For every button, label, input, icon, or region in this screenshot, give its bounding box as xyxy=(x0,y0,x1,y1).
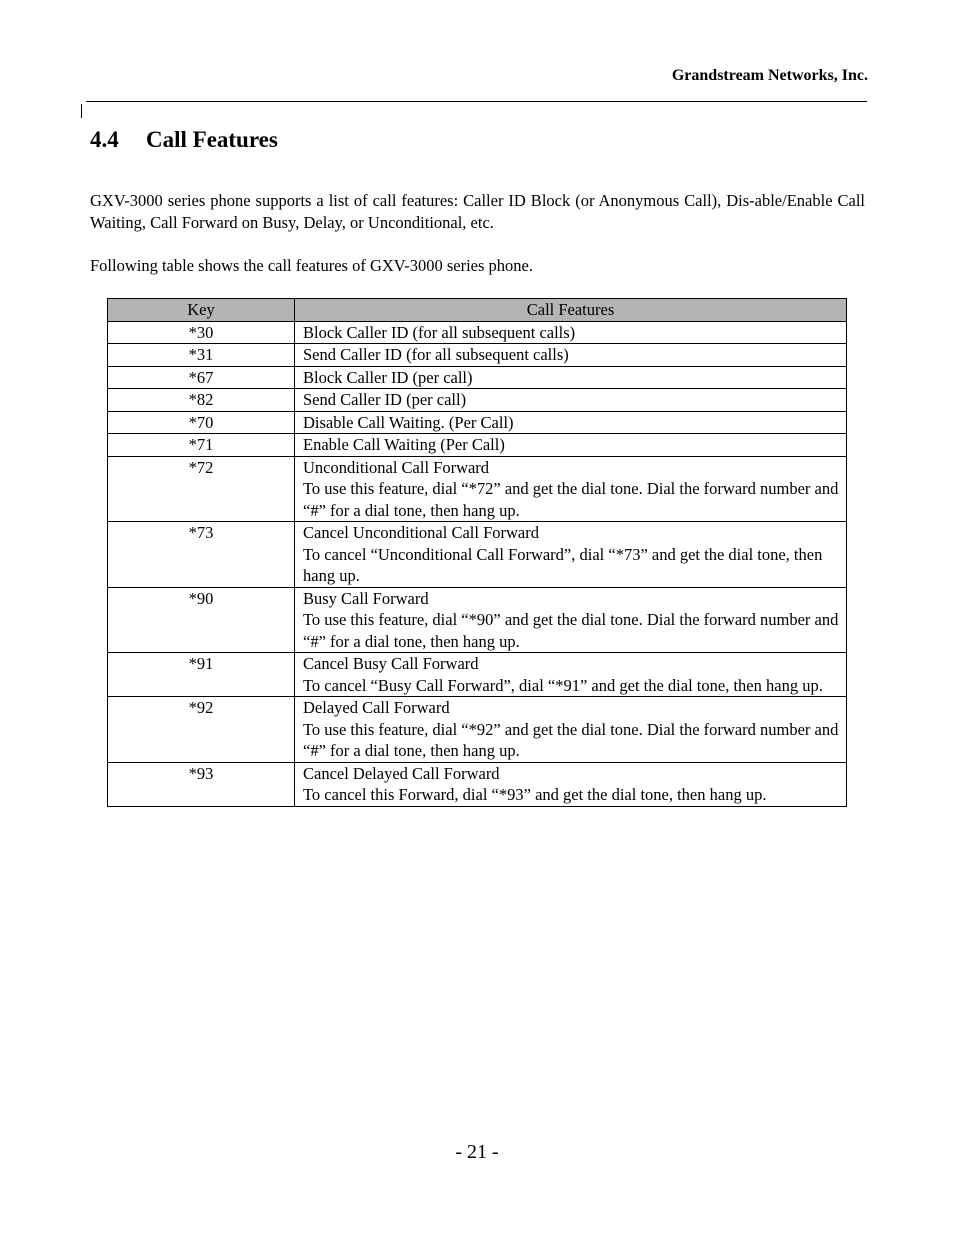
row-feature xyxy=(295,697,847,763)
row-feature xyxy=(295,456,847,522)
header-key: Key xyxy=(108,299,295,322)
feature-title: Cancel Unconditional Call Forward xyxy=(303,523,539,542)
table-row xyxy=(108,653,847,697)
section-heading xyxy=(90,127,278,153)
change-bar xyxy=(81,104,82,118)
row-key: *91 xyxy=(108,653,295,697)
row-feature xyxy=(295,344,847,367)
row-feature xyxy=(295,321,847,344)
table-row xyxy=(108,344,847,367)
row-feature xyxy=(295,389,847,412)
row-key: *31 xyxy=(108,344,295,367)
table-row xyxy=(108,321,847,344)
feature-title: Unconditional Call Forward xyxy=(303,457,490,477)
intro-paragraph: GXV-3000 series phone supports a list of call features: Caller ID Block (or Anonymous Call), Dis-able/Enable Call Waiting, Call Forward on Busy, Delay, or Unconditional, etc. xyxy=(90,191,865,232)
feature-description: To cancel “Unconditional Call Forward”, dial “*73” and get the dial tone, then hang up. xyxy=(303,544,823,585)
table-row xyxy=(108,587,847,653)
row-feature xyxy=(295,522,847,588)
row-key: *73 xyxy=(108,522,295,588)
company-name: Grandstream Networks, Inc. xyxy=(671,67,868,84)
table-intro-paragraph: Following table shows the call features of GXV-3000 series phone. xyxy=(90,256,533,275)
feature-title: Disable Call Waiting. (Per Call) xyxy=(303,412,514,432)
feature-title: Block Caller ID (for all subsequent calls) xyxy=(303,322,576,342)
table-row xyxy=(108,456,847,522)
row-key: *30 xyxy=(108,321,295,344)
row-key: *72 xyxy=(108,456,295,522)
row-key: *90 xyxy=(108,587,295,653)
feature-description: To cancel “Busy Call Forward”, dial “*91” and get the dial tone, then hang up. xyxy=(303,675,823,695)
feature-title: Cancel Busy Call Forward xyxy=(303,654,479,673)
section-number: 4.4 xyxy=(90,127,119,152)
row-key: *93 xyxy=(108,762,295,806)
row-key: *82 xyxy=(108,389,295,412)
feature-title: Busy Call Forward xyxy=(303,588,429,608)
header-call-features: Call Features xyxy=(295,299,847,322)
table-row xyxy=(108,762,847,806)
feature-description: To use this feature, dial “*72” and get the dial tone. Dial the forward number and “#” for a dial tone, then hang up. xyxy=(303,479,839,520)
feature-title: Send Caller ID (for all subsequent calls) xyxy=(303,345,569,364)
table-row xyxy=(108,411,847,434)
row-feature xyxy=(295,434,847,457)
feature-description: To use this feature, dial “*92” and get the dial tone. Dial the forward number and “#” for a dial tone, then hang up. xyxy=(303,719,839,760)
section-title: Call Features xyxy=(146,127,278,152)
row-feature xyxy=(295,411,847,434)
row-feature xyxy=(295,653,847,697)
row-feature xyxy=(295,762,847,806)
row-key: *92 xyxy=(108,697,295,763)
table-header-row xyxy=(108,299,847,322)
row-key: *67 xyxy=(108,366,295,389)
table-row xyxy=(108,697,847,763)
row-feature xyxy=(295,366,847,389)
feature-title: Enable Call Waiting (Per Call) xyxy=(303,435,505,454)
feature-title: Block Caller ID (per call) xyxy=(303,367,473,387)
row-key: *71 xyxy=(108,434,295,457)
header-rule xyxy=(86,101,867,102)
row-feature xyxy=(295,587,847,653)
feature-description: To cancel this Forward, dial “*93” and get the dial tone, then hang up. xyxy=(303,785,767,804)
feature-description: To use this feature, dial “*90” and get the dial tone. Dial the forward number and “#” for a dial tone, then hang up. xyxy=(303,610,839,651)
table-row xyxy=(108,434,847,457)
table-row xyxy=(108,522,847,588)
feature-title: Cancel Delayed Call Forward xyxy=(303,763,500,783)
table-row xyxy=(108,366,847,389)
page-number: - 21 - xyxy=(455,1141,499,1163)
table-row xyxy=(108,389,847,412)
call-features-table xyxy=(107,298,847,807)
feature-title: Send Caller ID (per call) xyxy=(303,390,467,409)
row-key: *70 xyxy=(108,411,295,434)
feature-title: Delayed Call Forward xyxy=(303,698,450,717)
